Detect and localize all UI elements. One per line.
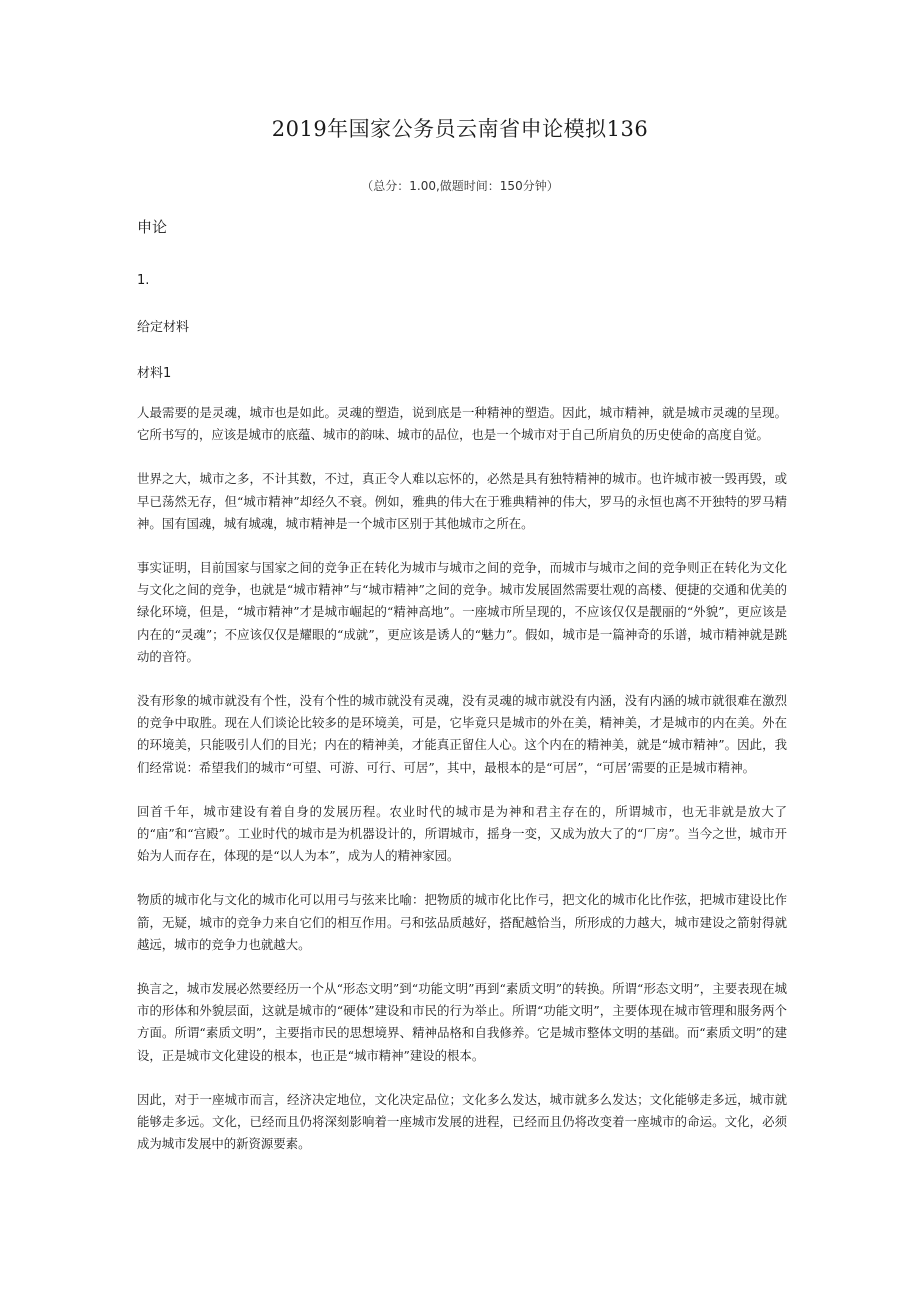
material-paragraph: 物质的城市化与文化的城市化可以用弓与弦来比喻：把物质的城市化比作弓，把文化的城市化比作弦，把城市建设比作箭，无疑，城市的竞争力来自它们的相互作用。弓和弦品质越好，搭配越恰当，所形成的力越大，城市建设之箭射得就越远，城市的竞争力也就越大。 bbox=[137, 892, 787, 952]
material-paragraph: 因此，对于一座城市而言，经济决定地位，文化决定品位；文化多么发达，城市就多么发达；文化能够走多远，城市就能够走多远。文化，已经而且仍将深刻影响着一座城市发展的进程，已经而且仍将改变着一座城市的命运。文化，必须成为城市发展中的新资源要素。 bbox=[137, 1091, 787, 1152]
material-paragraph: 人最需要的是灵魂，城市也是如此。灵魂的塑造，说到底是一种精神的塑造。因此，城市精神，就是城市灵魂的呈现。它所书写的，应该是城市的底蕴、城市的韵味、城市的品位，也是一个城市对于自己所肩负的历史使命的高度自觉。 bbox=[137, 405, 787, 443]
material-paragraph: 事实证明，目前国家与国家之间的竞争正在转化为城市与城市之间的竞争，而城市与城市之间的竞争则正在转化为文化与文化之间的竞争，也就是“城市精神”与“城市精神”之间的竞争。城市发展固然需要壮观的高楼、便捷的交通和优美的绿化环境，但是，“城市精神”才是城市崛起的“精神高地”。一座城市所呈现的，不应该仅仅是靓丽的“外貌”，更应该是内在的“灵魂”；不应该仅仅是耀眼的“成就”，更应该是诱人的“魅力”。假如，城市是一篇神奇的乐谱，城市精神就是跳动的音符。 bbox=[137, 560, 787, 664]
section-heading: 申论 bbox=[137, 218, 168, 236]
score-and-time-line: （总分：1.00,做题时间：150分钟） bbox=[361, 179, 559, 193]
material-body bbox=[137, 402, 787, 1177]
document-title: 2019年国家公务员云南省申论模拟136 bbox=[271, 117, 649, 141]
material-paragraph: 回首千年，城市建设有着自身的发展历程。农业时代的城市是为神和君主存在的，所谓城市，也无非就是放大了的“庙”和“宫殿”。工业时代的城市是为机器设计的，所谓城市，摇身一变，又成为放大了的“厂房”。当今之世，城市开始为人而存在，体现的是“以人为本”，成为人的精神家园。 bbox=[137, 803, 787, 864]
material-paragraph: 世界之大，城市之多，不计其数，不过，真正令人难以忘怀的，必然是具有独特精神的城市。也许城市被一毁再毁，或早已荡然无存，但“城市精神”却经久不衰。例如，雅典的伟大在于雅典精神的伟大，罗马的永恒也离不开独特的罗马精神。国有国魂，城有城魂，城市精神是一个城市区别于其他城市之所在。 bbox=[137, 471, 787, 531]
material-paragraph: 没有形象的城市就没有个性，没有个性的城市就没有灵魂，没有灵魂的城市就没有内涵，没有内涵的城市就很难在激烈的竞争中取胜。现在人们谈论比较多的是环境美，可是，它毕竟只是城市的外在美，精神美，才是城市的内在美。外在的环境美，只能吸引人们的目光；内在的精神美，才能真正留住人心。这个内在的精神美，就是“城市精神”。因此，我们经常说：希望我们的城市“可望、可游、可行、可居”，其中，最根本的是“可居”，“可居’需要的正是城市精神。 bbox=[137, 693, 787, 775]
material-paragraph: 换言之，城市发展必然要经历一个从“形态文明”到“功能文明”再到“素质文明”的转换。所谓“形态文明”，主要表现在城市的形体和外貌层面，这就是城市的“硬体”建设和市民的行为举止。所谓“功能文明”，主要体现在城市管理和服务两个方面。所谓“素质文明”，主要指市民的思想境界、精神品格和自我修养。它是城市整体文明的基础。而“素质文明”的建设，正是城市文化建设的根本，也正是“城市精神”建设的根本。 bbox=[137, 981, 787, 1063]
material-label: 材料1 bbox=[137, 366, 172, 381]
given-materials-label: 给定材料 bbox=[137, 320, 190, 335]
question-number: 1. bbox=[137, 273, 150, 288]
